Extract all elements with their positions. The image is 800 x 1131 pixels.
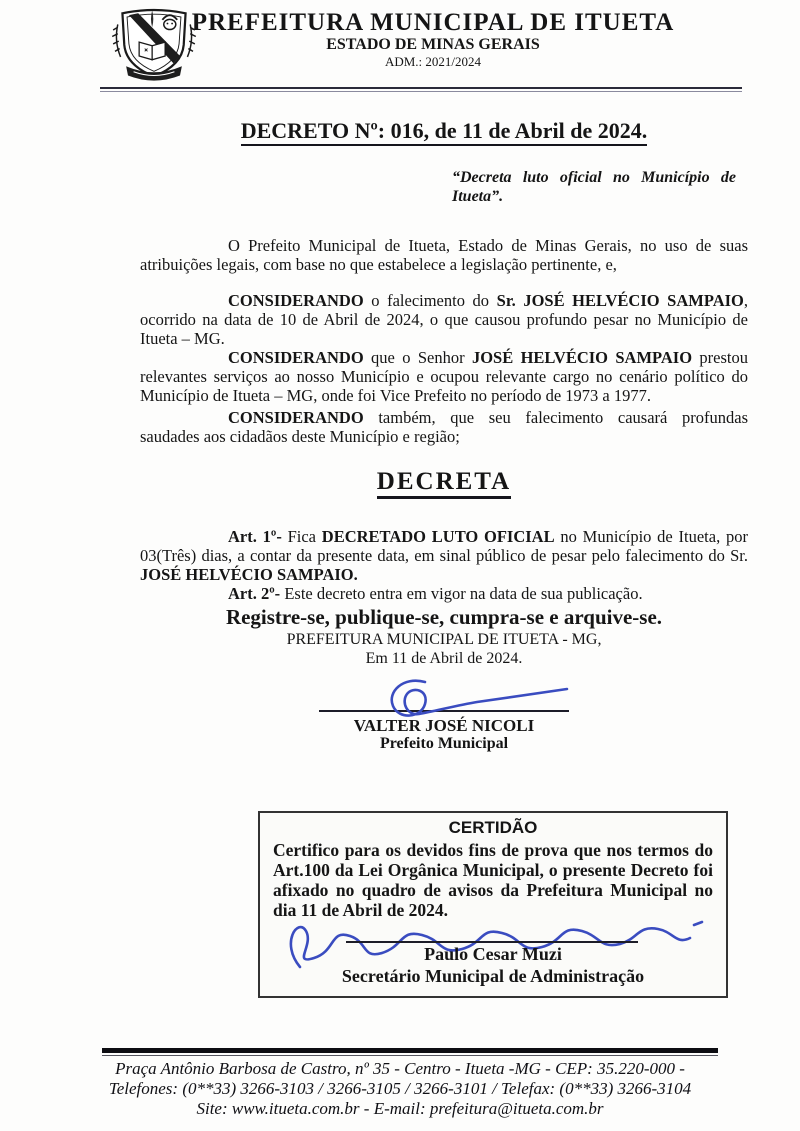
- org-name: PREFEITURA MUNICIPAL DE ITUETA: [191, 9, 675, 36]
- decreta-heading: DECRETA: [140, 468, 748, 496]
- decree-epigraph: [452, 168, 736, 206]
- state-line: ESTADO DE MINAS GERAIS: [326, 36, 540, 53]
- header-divider: [100, 87, 742, 92]
- adm-line: ADM.: 2021/2024: [384, 54, 482, 69]
- epigraph-line: “Decreta luto oficial no Município de: [452, 169, 736, 186]
- letterhead: [0, 0, 800, 82]
- considerando-paragraph: CONSIDERANDO também, que seu falecimento causará profundas saudades aos cidadãos deste Município e região;: [140, 408, 748, 446]
- decree-body: [140, 118, 748, 998]
- epigraph-line: Itueta”.: [452, 188, 504, 205]
- letterfoot: [0, 1048, 800, 1119]
- preamble-paragraph: O Prefeito Municipal de Itueta, Estado de Minas Gerais, no uso de suas atribuições legais, com base no que estabelece a legislação pertinente, e,: [140, 236, 748, 274]
- footer-site-line: Site: www.itueta.com.br - E-mail: prefeitura@itueta.com.br: [196, 1099, 604, 1118]
- itueta-coat-of-arms-icon: [104, 4, 204, 82]
- certidao-box: [258, 811, 728, 998]
- footer-phones-line: Telefones: (0**33) 3266-3103 / 3266-3105 / 3266-3101 / Telefax: (0**33) 3266-3104: [108, 1079, 692, 1098]
- certidao-title: CERTIDÃO: [448, 818, 538, 837]
- considerando-paragraph: CONSIDERANDO o falecimento do Sr. JOSÉ HELVÉCIO SAMPAIO, ocorrido na data de 10 de Abril de 2024, o que causou profundo pesar no Município de Itueta – MG.: [140, 291, 748, 348]
- mayor-signature-block: [140, 674, 748, 753]
- footer-address-line: Praça Antônio Barbosa de Castro, nº 35 - Centro - Itueta -MG - CEP: 35.220-000 -: [115, 1059, 685, 1078]
- considerando-paragraph: CONSIDERANDO que o Senhor JOSÉ HELVÉCIO SAMPAIO prestou relevantes serviços ao nosso Município e ocupou relevante cargo no cenário político do Município de Itueta – MG, onde foi Vice Prefeito no período de 1973 a 1977.: [140, 348, 748, 405]
- secretary-role: Secretário Municipal de Administração: [341, 966, 645, 986]
- article-1: Art. 1º- Fica DECRETADO LUTO OFICIAL no Município de Itueta, por 03(Três) dias, a contar da presente data, em sinal público de pesar pelo falecimento do Sr. JOSÉ HELVÉCIO SAMPAIO.: [140, 527, 748, 584]
- place-line: PREFEITURA MUNICIPAL DE ITUETA - MG,: [286, 631, 602, 648]
- certidao-body: Certifico para os devidos fins de prova que nos termos do Art.100 da Lei Orgânica Municipal, o presente Decreto foi afixado no quadro de avisos da Prefeitura Municipal no dia 11 de Abril de 2024.: [273, 840, 713, 920]
- signature-line: [346, 941, 638, 943]
- article-2: Art. 2º- Este decreto entra em vigor na data de sua publicação.: [228, 584, 643, 603]
- mayor-role: Prefeito Municipal: [379, 735, 509, 752]
- closing-formula: Registre-se, publique-se, cumpra-se e arquive-se.: [225, 605, 663, 629]
- secretary-name: Paulo Cesar Muzi: [424, 944, 562, 964]
- footer-divider: [102, 1048, 718, 1056]
- date-line: Em 11 de Abril de 2024.: [365, 650, 523, 667]
- mayor-name: VALTER JOSÉ NICOLI: [353, 716, 535, 735]
- decree-title: DECRETO Nº: 016, de 11 de Abril de 2024.: [140, 118, 748, 144]
- signature-line: [319, 710, 569, 712]
